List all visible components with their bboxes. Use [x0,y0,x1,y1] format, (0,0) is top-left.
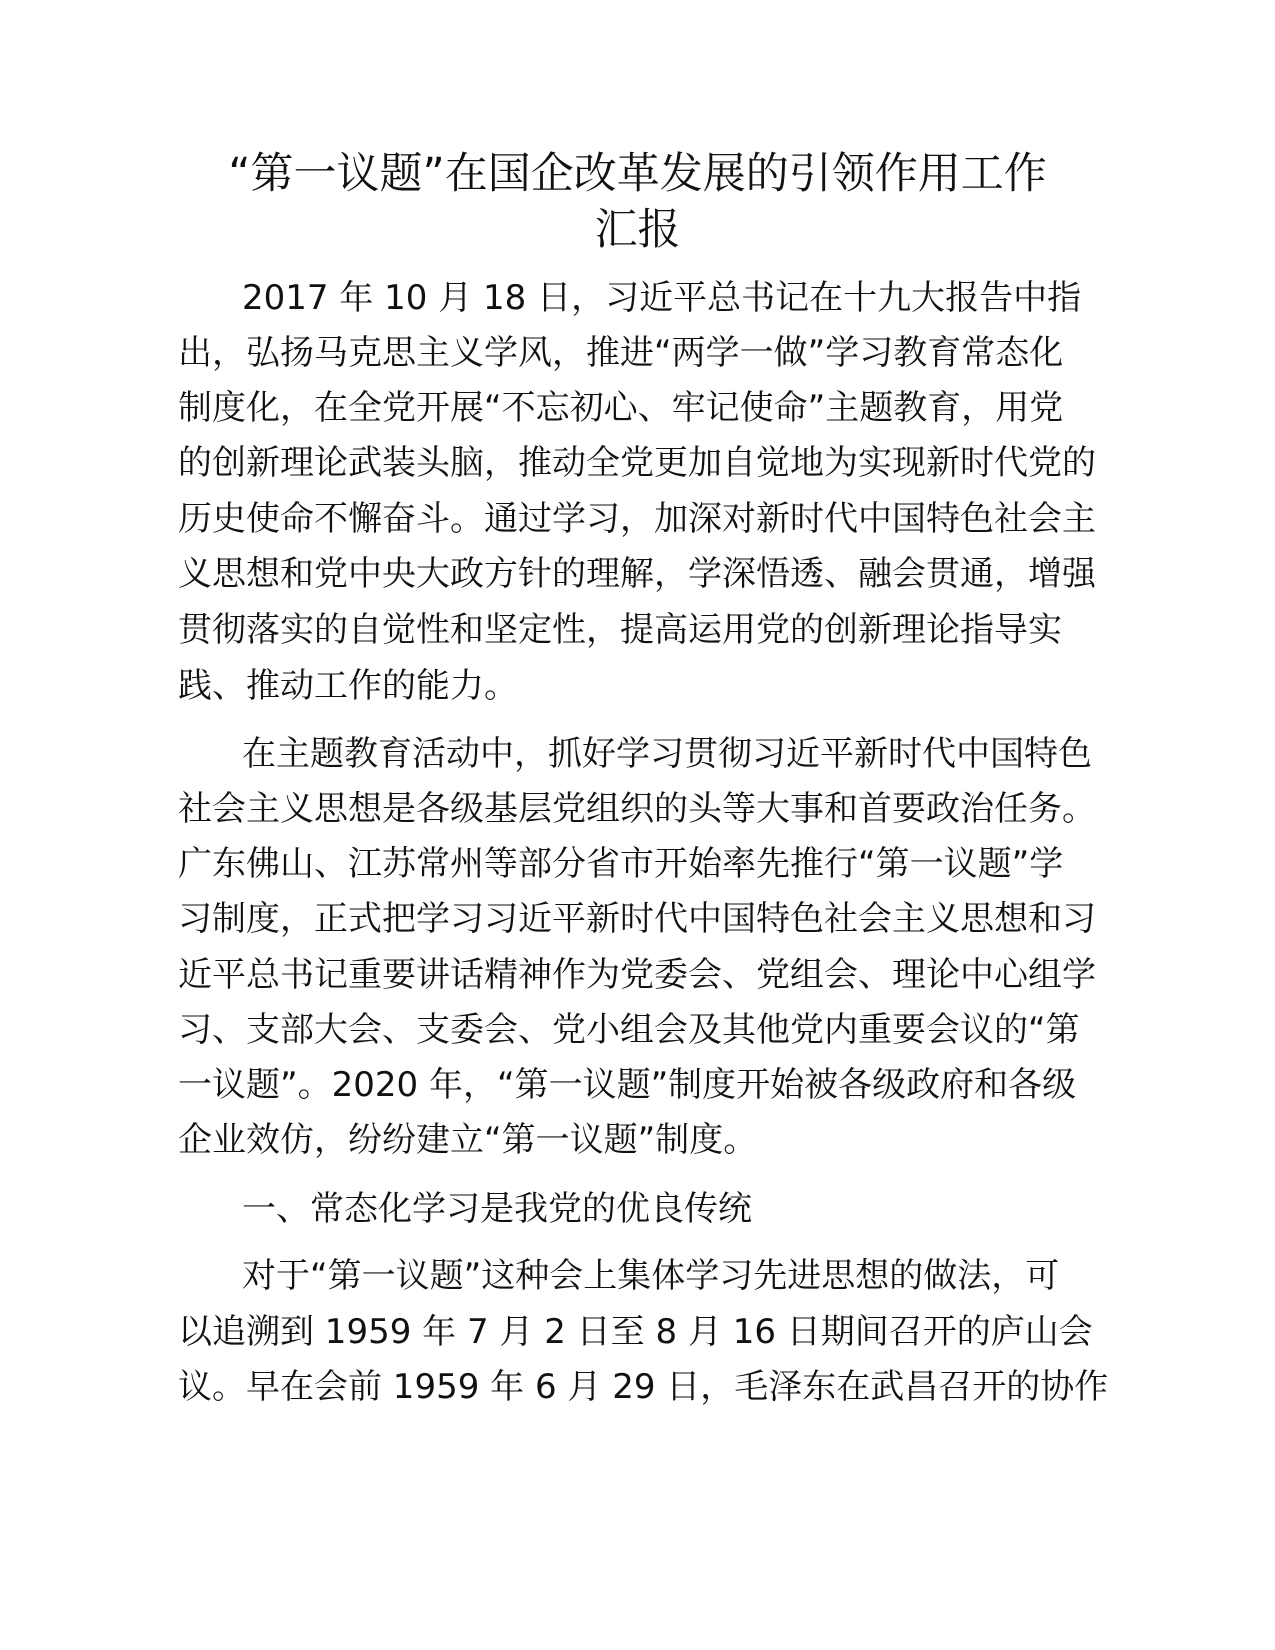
paragraph-line: 制度化，在全党开展“不忘初心、牢记使命”主题教育，用党 [178,388,1064,428]
paragraph-line: 习、支部大会、支委会、党小组会及其他党内重要会议的“第 [178,1010,1080,1050]
document-title-line-2: 汇报 [594,205,681,255]
paragraph-line: 一议题”。2020 年，“第一议题”制度开始被各级政府和各级 [178,1065,1077,1105]
paragraph-line: 近平总书记重要讲话精神作为党委会、党组会、理论中心组学 [178,955,1096,995]
paragraph-line: 历史使命不懈奋斗。通过学习，加深对新时代中国特色社会主 [178,499,1096,539]
paragraph-line: 2017 年 10 月 18 日，习近平总书记在十九大报告中指 [242,278,1082,318]
paragraph-line: 义思想和党中央大政方针的理解，学深悟透、融会贯通，增强 [178,554,1096,594]
paragraph-line: 践、推动工作的能力。 [178,666,518,706]
paragraph-line: 企业效仿，纷纷建立“第一议题”制度。 [178,1120,758,1160]
paragraph-line: 议。早在会前 1959 年 6 月 29 日，毛泽东在武昌召开的协作 [178,1367,1109,1407]
paragraph-line: 社会主义思想是各级基层党组织的头等大事和首要政治任务。 [178,789,1096,829]
document-title-line-1: “第一议题”在国企改革发展的引领作用工作 [228,149,1047,199]
paragraph-line: 对于“第一议题”这种会上集体学习先进思想的做法，可 [242,1256,1060,1296]
paragraph-line: 的创新理论武装头脑，推动全党更加自觉地为实现新时代党的 [178,443,1096,483]
paragraph-line: 广东佛山、江苏常州等部分省市开始率先推行“第一议题”学 [178,844,1064,884]
paragraph-line: 习制度，正式把学习习近平新时代中国特色社会主义思想和习 [178,899,1096,939]
paragraph-line: 贯彻落实的自觉性和坚定性，提高运用党的创新理论指导实 [178,610,1062,650]
paragraph-line: 出，弘扬马克思主义学风，推进“两学一做”学习教育常态化 [178,333,1064,373]
paragraph-line: 在主题教育活动中，抓好学习贯彻习近平新时代中国特色 [242,734,1092,774]
paragraph-line: 以追溯到 1959 年 7 月 2 日至 8 月 16 日期间召开的庐山会 [178,1312,1093,1352]
section-heading-1: 一、常态化学习是我党的优良传统 [242,1189,752,1229]
